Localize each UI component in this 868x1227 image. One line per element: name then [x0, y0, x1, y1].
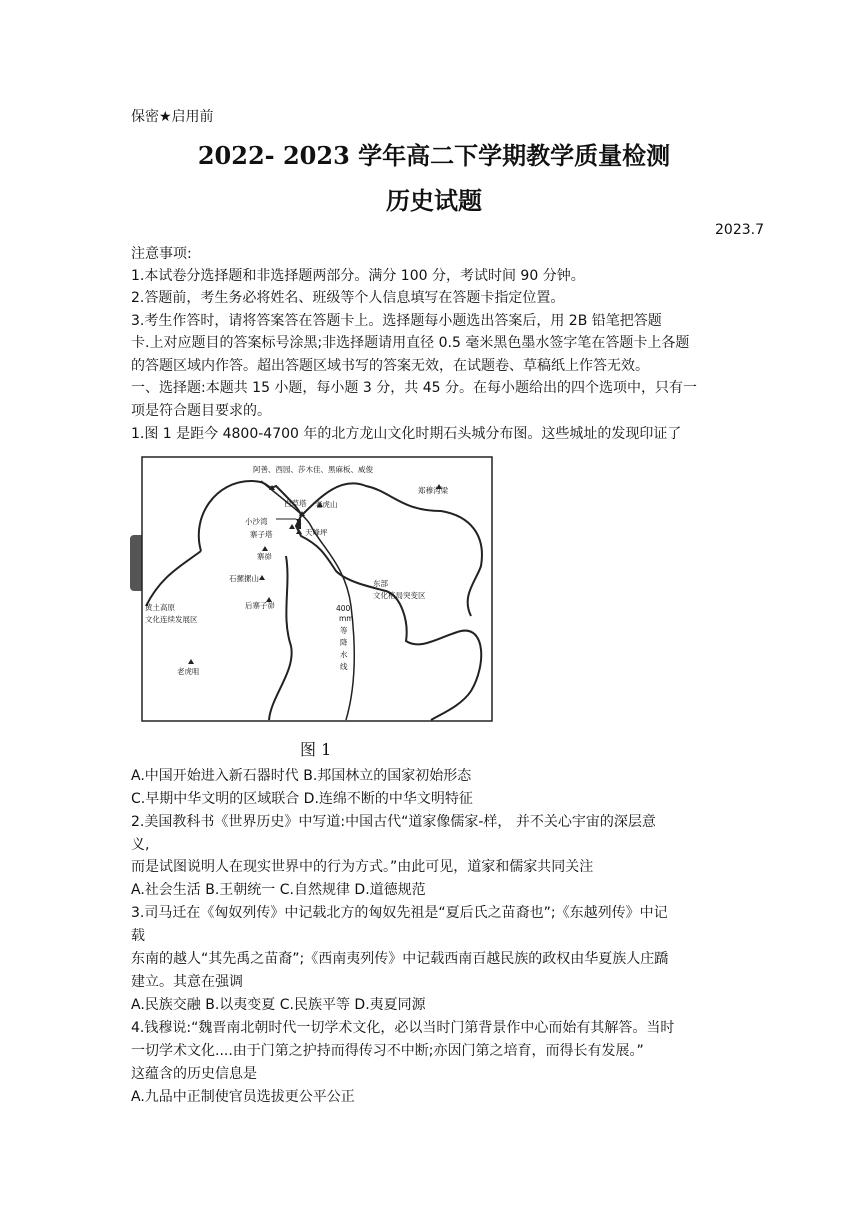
question-2-line: 而是试图说明人在现实世界中的行为方式。”由此可见，道家和儒家共同关注 — [131, 859, 594, 875]
map-label-shipaoshan: 石摞摞山 — [229, 574, 259, 583]
map-label-zhaizita: 寨子塔 — [250, 530, 273, 539]
figure-1-caption: 图 1 — [300, 740, 332, 759]
map-label-laohuhe: 老虎咀 — [177, 667, 200, 676]
note-line: 1.本试卷分选择题和非选择题两部分。满分 100 分，考试时间 90 分钟。 — [131, 268, 585, 284]
map-label-top-sites: 阿善、西园、莎木佳、黑麻板、威俊 — [253, 465, 373, 474]
exam-date: 2023.7 — [715, 222, 764, 238]
question-4-line: 这蕴含的历史信息是 — [131, 1066, 257, 1082]
figure-1-map — [141, 456, 493, 722]
question-4-line: 一切学术文化....由于门第之护持而得传习不中断;亦因门第之培育，而得长有发展。” — [131, 1043, 644, 1059]
question-1-option: C.早期中华文明的区域联合 D.连绵不断的中华文明特征 — [131, 791, 473, 807]
question-3-line: 载 — [131, 928, 145, 944]
question-3-line: 东南的越人“其先禹之苗裔”;《西南夷列传》中记载西南百越民族的政权由华夏族人庄蹻 — [131, 951, 669, 967]
map-label-isohyet-3: 等 — [340, 626, 348, 635]
notes-heading: 注意事项: — [131, 246, 192, 262]
question-3-line: 3.司马迁在《匈奴列传》中记载北方的匈奴先祖是“夏后氏之苗裔也”;《东越列传》中记 — [131, 905, 668, 921]
question-1-stem: 1.图 1 是距今 4800-4700 年的北方龙山文化时期石头城分布图。这些城址的发现印证了 — [131, 426, 682, 442]
question-1-option: A.中国开始进入新石器时代 B.邦国林立的国家初始形态 — [131, 768, 472, 784]
question-2-line: 义, — [131, 837, 150, 853]
question-2-options: A.社会生活 B.王朝统一 C.自然规律 D.道德规范 — [131, 882, 426, 898]
question-4-line: 4.钱穆说:“魏晋南北朝时代一切学术文化，必以当时门第背景作中心而始有其解答。当时 — [131, 1020, 675, 1036]
section-instruction: 项是符合题目要求的。 — [131, 403, 271, 419]
note-line: 的答题区域内作答。超出答题区域书写的答案无效，在试题卷、草稿纸上作答无效。 — [131, 358, 649, 374]
map-label-xiaoshawan: 小沙湾 — [245, 517, 268, 526]
note-line: 卡.上对应题目的答案标号涂黑;非选择题请用直径 0.5 毫米黑色墨水签字笔在答题卡上各题 — [131, 335, 690, 351]
map-label-east: 东部 — [373, 579, 388, 588]
map-label-isohyet-1: 400 — [336, 604, 351, 613]
map-label-loess: 黄土高原 — [145, 603, 175, 612]
map-label-isohyet-5: 水 — [340, 650, 348, 659]
map-label-isohyet-2: mm — [339, 614, 354, 623]
map-label-baicaota: 白草塔 — [284, 499, 307, 508]
question-4-option: A.九品中正制使官员选拔更公平公正 — [131, 1089, 355, 1105]
map-label-isohyet-6: 线 — [340, 662, 348, 671]
map-label-zhaoliang: 郑穆沟梁 — [418, 486, 448, 495]
map-label-zhaimao: 寨峁 — [257, 552, 272, 561]
question-3-line: 建立。其意在强调 — [131, 974, 243, 990]
map-label-houzhaizimao: 后寨子峁 — [245, 601, 275, 610]
question-2-line: 2.美国教科书《世界历史》中写道:中国古代“道家像儒家-样， 并不关心宇宙的深层意 — [131, 814, 656, 830]
map-label-isohyet-4: 降 — [340, 638, 348, 647]
exam-title: 2022- 2023 学年高二下学期教学质量检测 — [197, 141, 671, 170]
section-instruction: 一、选择题:本题共 15 小题，每小题 3 分，共 45 分。在每小题给出的四个选项中，只有一 — [131, 380, 697, 396]
subject-title: 历史试题 — [386, 186, 482, 215]
question-3-options: A.民族交融 B.以夷变夏 C.民族平等 D.夷夏同源 — [131, 997, 426, 1013]
note-line: 3.考生作答时，请将答案答在答题卡上。选择题每小题选出答案后，用 2B 铅笔把答题 — [131, 313, 662, 329]
map-label-laohushan: 老虎山 — [315, 500, 338, 509]
map-label-tianfengping: 天峰坪 — [305, 528, 328, 537]
confidential-label: 保密★启用前 — [131, 109, 214, 125]
map-frame — [142, 457, 492, 721]
map-label-east-2: 文化格局突变区 — [373, 591, 426, 600]
map-label-loess-2: 文化连续发展区 — [145, 615, 198, 624]
note-line: 2.答题前，考生务必将姓名、班级等个人信息填写在答题卡指定位置。 — [131, 290, 565, 306]
